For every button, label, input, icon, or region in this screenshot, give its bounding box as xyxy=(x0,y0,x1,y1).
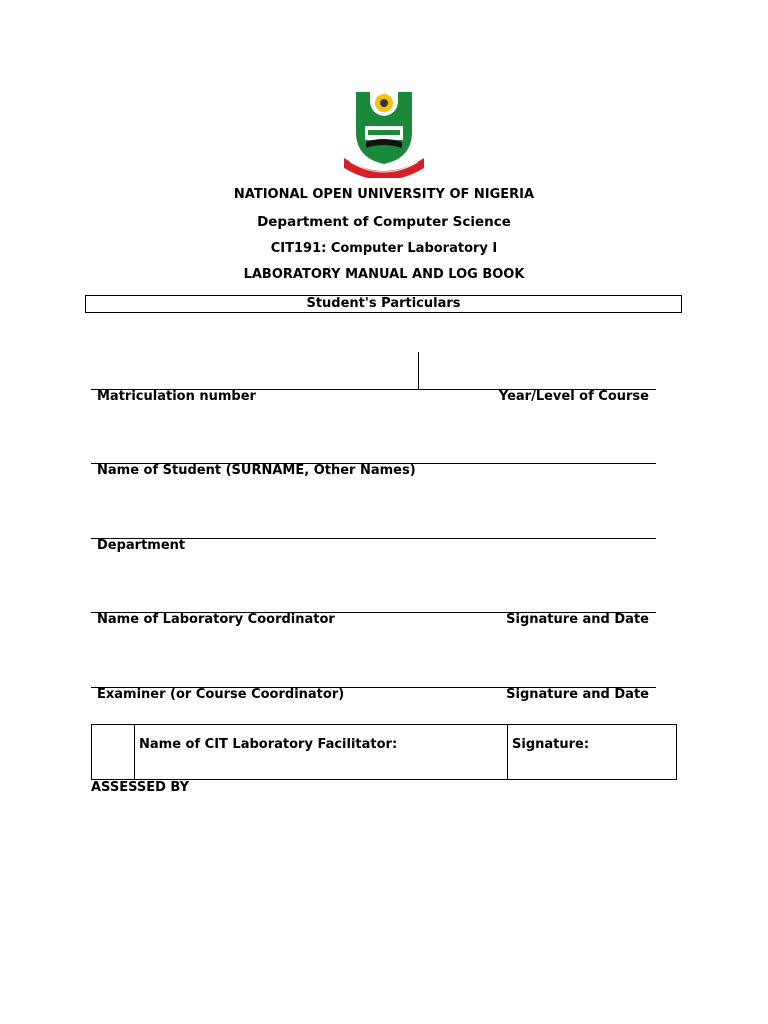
examiner-signature-label: Signature and Date xyxy=(506,687,649,702)
field-divider xyxy=(418,352,419,389)
assessed-by-label: ASSESSED BY xyxy=(91,780,190,795)
facilitator-blank-cell[interactable] xyxy=(92,725,135,780)
particulars-heading: Student's Particulars xyxy=(85,295,682,313)
facilitator-table xyxy=(91,724,677,780)
facilitator-name-label: Name of CIT Laboratory Facilitator: xyxy=(139,737,398,752)
department-label: Department xyxy=(97,538,186,553)
matric-label: Matriculation number xyxy=(97,389,256,404)
coordinator-signature-label: Signature and Date xyxy=(506,612,649,627)
facilitator-signature-cell[interactable] xyxy=(508,725,677,780)
facilitator-signature-label: Signature: xyxy=(512,737,590,752)
examiner-label: Examiner (or Course Coordinator) xyxy=(97,687,345,702)
student-name-label: Name of Student (SURNAME, Other Names) xyxy=(97,463,416,478)
facilitator-name-cell[interactable] xyxy=(135,725,508,780)
university-crest-icon xyxy=(340,92,428,178)
department-heading: Department of Computer Science xyxy=(257,214,511,230)
year-label: Year/Level of Course xyxy=(498,389,649,404)
course-heading: CIT191: Computer Laboratory I xyxy=(270,241,498,256)
university-name: NATIONAL OPEN UNIVERSITY OF NIGERIA xyxy=(233,187,535,202)
coordinator-label: Name of Laboratory Coordinator xyxy=(97,612,335,627)
document-title: LABORATORY MANUAL AND LOG BOOK xyxy=(243,267,525,282)
